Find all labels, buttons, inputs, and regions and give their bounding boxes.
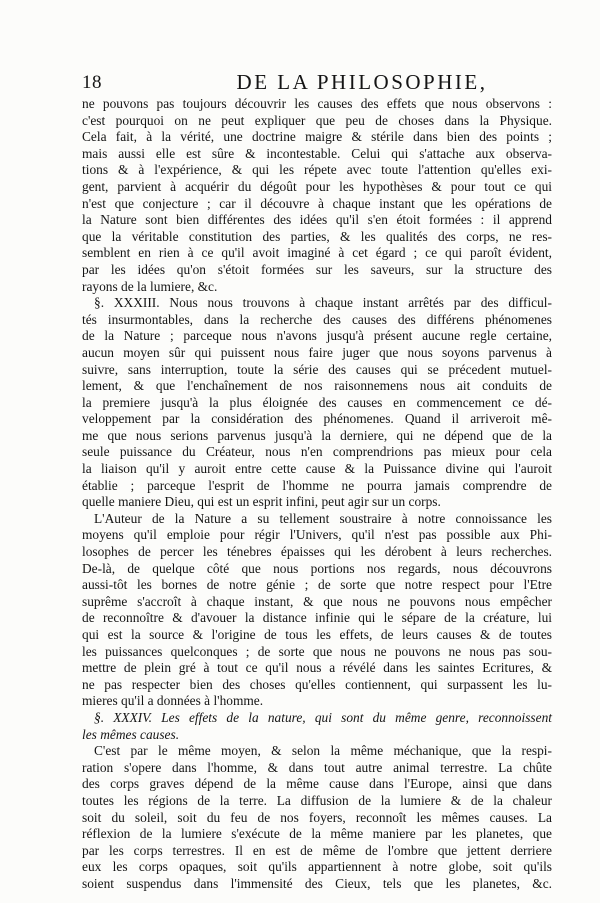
- text-line: des corps graves dépend de la même cause dans l'Europe, ainsi que dans: [82, 776, 552, 792]
- text-line: soient suspendus dans l'immensité des Cieux, tels que les planetes, &c.: [82, 875, 552, 891]
- text-line: c'est pourquoi on ne peut expliquer que peu de choses dans la Physique.: [82, 112, 552, 128]
- text-line: rayons de la lumiere, &c.: [82, 278, 218, 294]
- text-line: la Nature sont bien différentes des idées qu'il s'en étoit formées : il apprend: [82, 212, 552, 228]
- text-line: losophes de percer les ténebres épaisses qui les dérobent à leurs recherches.: [82, 544, 552, 560]
- text-line: me que nous serions parvenus jusqu'à la derniere, qui ne dépend que de la: [82, 427, 552, 443]
- text-line: Cela fait, à la vérité, une doctrine maigre & stérile dans bien des points ;: [82, 129, 552, 145]
- section-heading-line: §. XXXIV. Les effets de la nature, qui sont du même genre, reconnoissent: [94, 709, 552, 725]
- text-line: tions & à l'expérience, & qui les répete avec toute l'attention qu'elles exi-: [82, 162, 552, 178]
- text-line: aussi-tôt les bornes de notre génie ; de sorte que notre respect pour l'Etre: [82, 577, 552, 593]
- paragraph-continued: [82, 96, 552, 295]
- text-line: C'est par le même moyen, & selon la même méchanique, que la respi-: [94, 743, 552, 759]
- text-line: les puissances quelconques ; de sorte que nous ne pouvons ne nous pas sou-: [82, 643, 552, 659]
- text-line: par les corps terrestres. Il en est de même de l'ombre que jettent derriere: [82, 842, 552, 858]
- text-line: §. XXXIII. Nous nous trouvons à chaque instant arrêtés par des difficul-: [94, 295, 552, 311]
- text-line: mieres qu'il a données à l'homme.: [82, 693, 264, 709]
- text-line: gent, parvient à acquérir du dégoût pour les hypothèses & pour tout ce qui: [82, 178, 552, 194]
- page-body: [82, 96, 552, 893]
- text-line: de reconnoître & d'avouer la distance infinie qui le sépare de la créature, lui: [82, 610, 552, 626]
- text-line: seule puissance du Créateur, nous n'en comprendrions pas mieux pour cela: [82, 444, 552, 460]
- text-line: réflexion de la lumiere s'exécute de la même maniere par les planetes, que: [82, 826, 552, 842]
- text-line: établie ; parceque l'esprit de l'homme ne pourra jamais comprendre de: [82, 477, 552, 493]
- text-line: ration s'opere dans l'homme, & dans tout autre animal terrestre. La chûte: [82, 759, 552, 775]
- text-line: soit du soleil, soit du feu de nos foyers, reconnoît les mêmes causes. La: [82, 809, 552, 825]
- text-line: mais aussi elle est sûre & incontestable. Celui qui s'attache aux observa-: [82, 145, 552, 161]
- text-line: quelle maniere Dieu, qui est un esprit infini, peut agir sur un corps.: [82, 494, 441, 510]
- text-line: De-là, de quelque côté que nous portions nos regards, nous découvrons: [82, 560, 552, 576]
- text-line: mettre de plein gré à tout ce qu'il nous a révélé dans les saintes Ecritures, &: [82, 660, 552, 676]
- text-line: suivre, sans interruption, toute la série des causes qui se précedent mutuel-: [82, 361, 552, 377]
- page-number: 18: [82, 72, 102, 93]
- paragraph-section-33: [82, 295, 552, 511]
- section-34-heading: [82, 710, 552, 743]
- text-line: qui est la source & l'origine de tous les effets, de leurs causes & de toutes: [82, 627, 552, 642]
- text-line: tés insurmontables, dans la recherche des causes des différens phénomenes: [82, 311, 552, 327]
- text-line: aucun moyen sûr qui puissent nous faire juger que nous soyons parvenus à: [82, 344, 552, 360]
- text-line: la liaison qu'il y auroit entre cette cause & la Puissance divine qui l'auroit: [82, 461, 552, 477]
- text-line: la premiere jusqu'à la plus éloignée des causes en commencement ce dé-: [82, 394, 552, 410]
- text-line: suprême s'accroît à chaque instant, & que nous ne pouvons nous empêcher: [82, 593, 552, 609]
- text-line: de la Nature ; parceque nous n'avons jusqu'à présent aucune regle certaine,: [82, 328, 552, 344]
- paragraph-section-34: [82, 743, 552, 892]
- text-line: eux les corps opaques, soit qu'ils appartiennent à notre globe, soit qu'ils: [82, 859, 552, 875]
- text-line: moyens qu'il emploie pour régir l'Univers, qu'il n'est pas possible aux Phi-: [82, 527, 552, 543]
- text-line: semblent en rien à ce qu'il avoit imaginé à cet égard ; ce qui paroît évident,: [82, 245, 552, 261]
- text-line: que la véritable constitution des parties, & les qualités des corps, ne res-: [82, 228, 552, 244]
- text-line: lement, & que l'enchaînement de nos raisonnemens nous ait conduits de: [82, 378, 552, 394]
- page-header: [82, 72, 552, 94]
- paragraph-author-of-nature: [82, 511, 552, 710]
- section-heading-line: les mêmes causes.: [82, 726, 180, 742]
- text-line: toutes les régions de la terre. La diffusion de la lumiere & de la chaleur: [82, 792, 552, 808]
- text-line: ne pouvons pas toujours découvrir les causes des effets que nous observons :: [82, 96, 552, 111]
- running-title: DE LA PHILOSOPHIE,: [236, 70, 488, 94]
- text-line: n'est que conjecture ; car il découvre à chaque instant que les opérations de: [82, 195, 552, 211]
- text-line: ne pas respecter bien des choses qu'elles contiennent, qui surpassent les lu-: [82, 676, 552, 692]
- text-line: L'Auteur de la Nature a su tellement soustraire à notre connoissance les: [94, 510, 552, 526]
- text-line: veloppement par la considération des phénomenes. Quand il arriveroit mê-: [82, 411, 552, 427]
- text-line: par les idées qu'on s'étoit formées sur les saveurs, sur la structure des: [82, 261, 552, 277]
